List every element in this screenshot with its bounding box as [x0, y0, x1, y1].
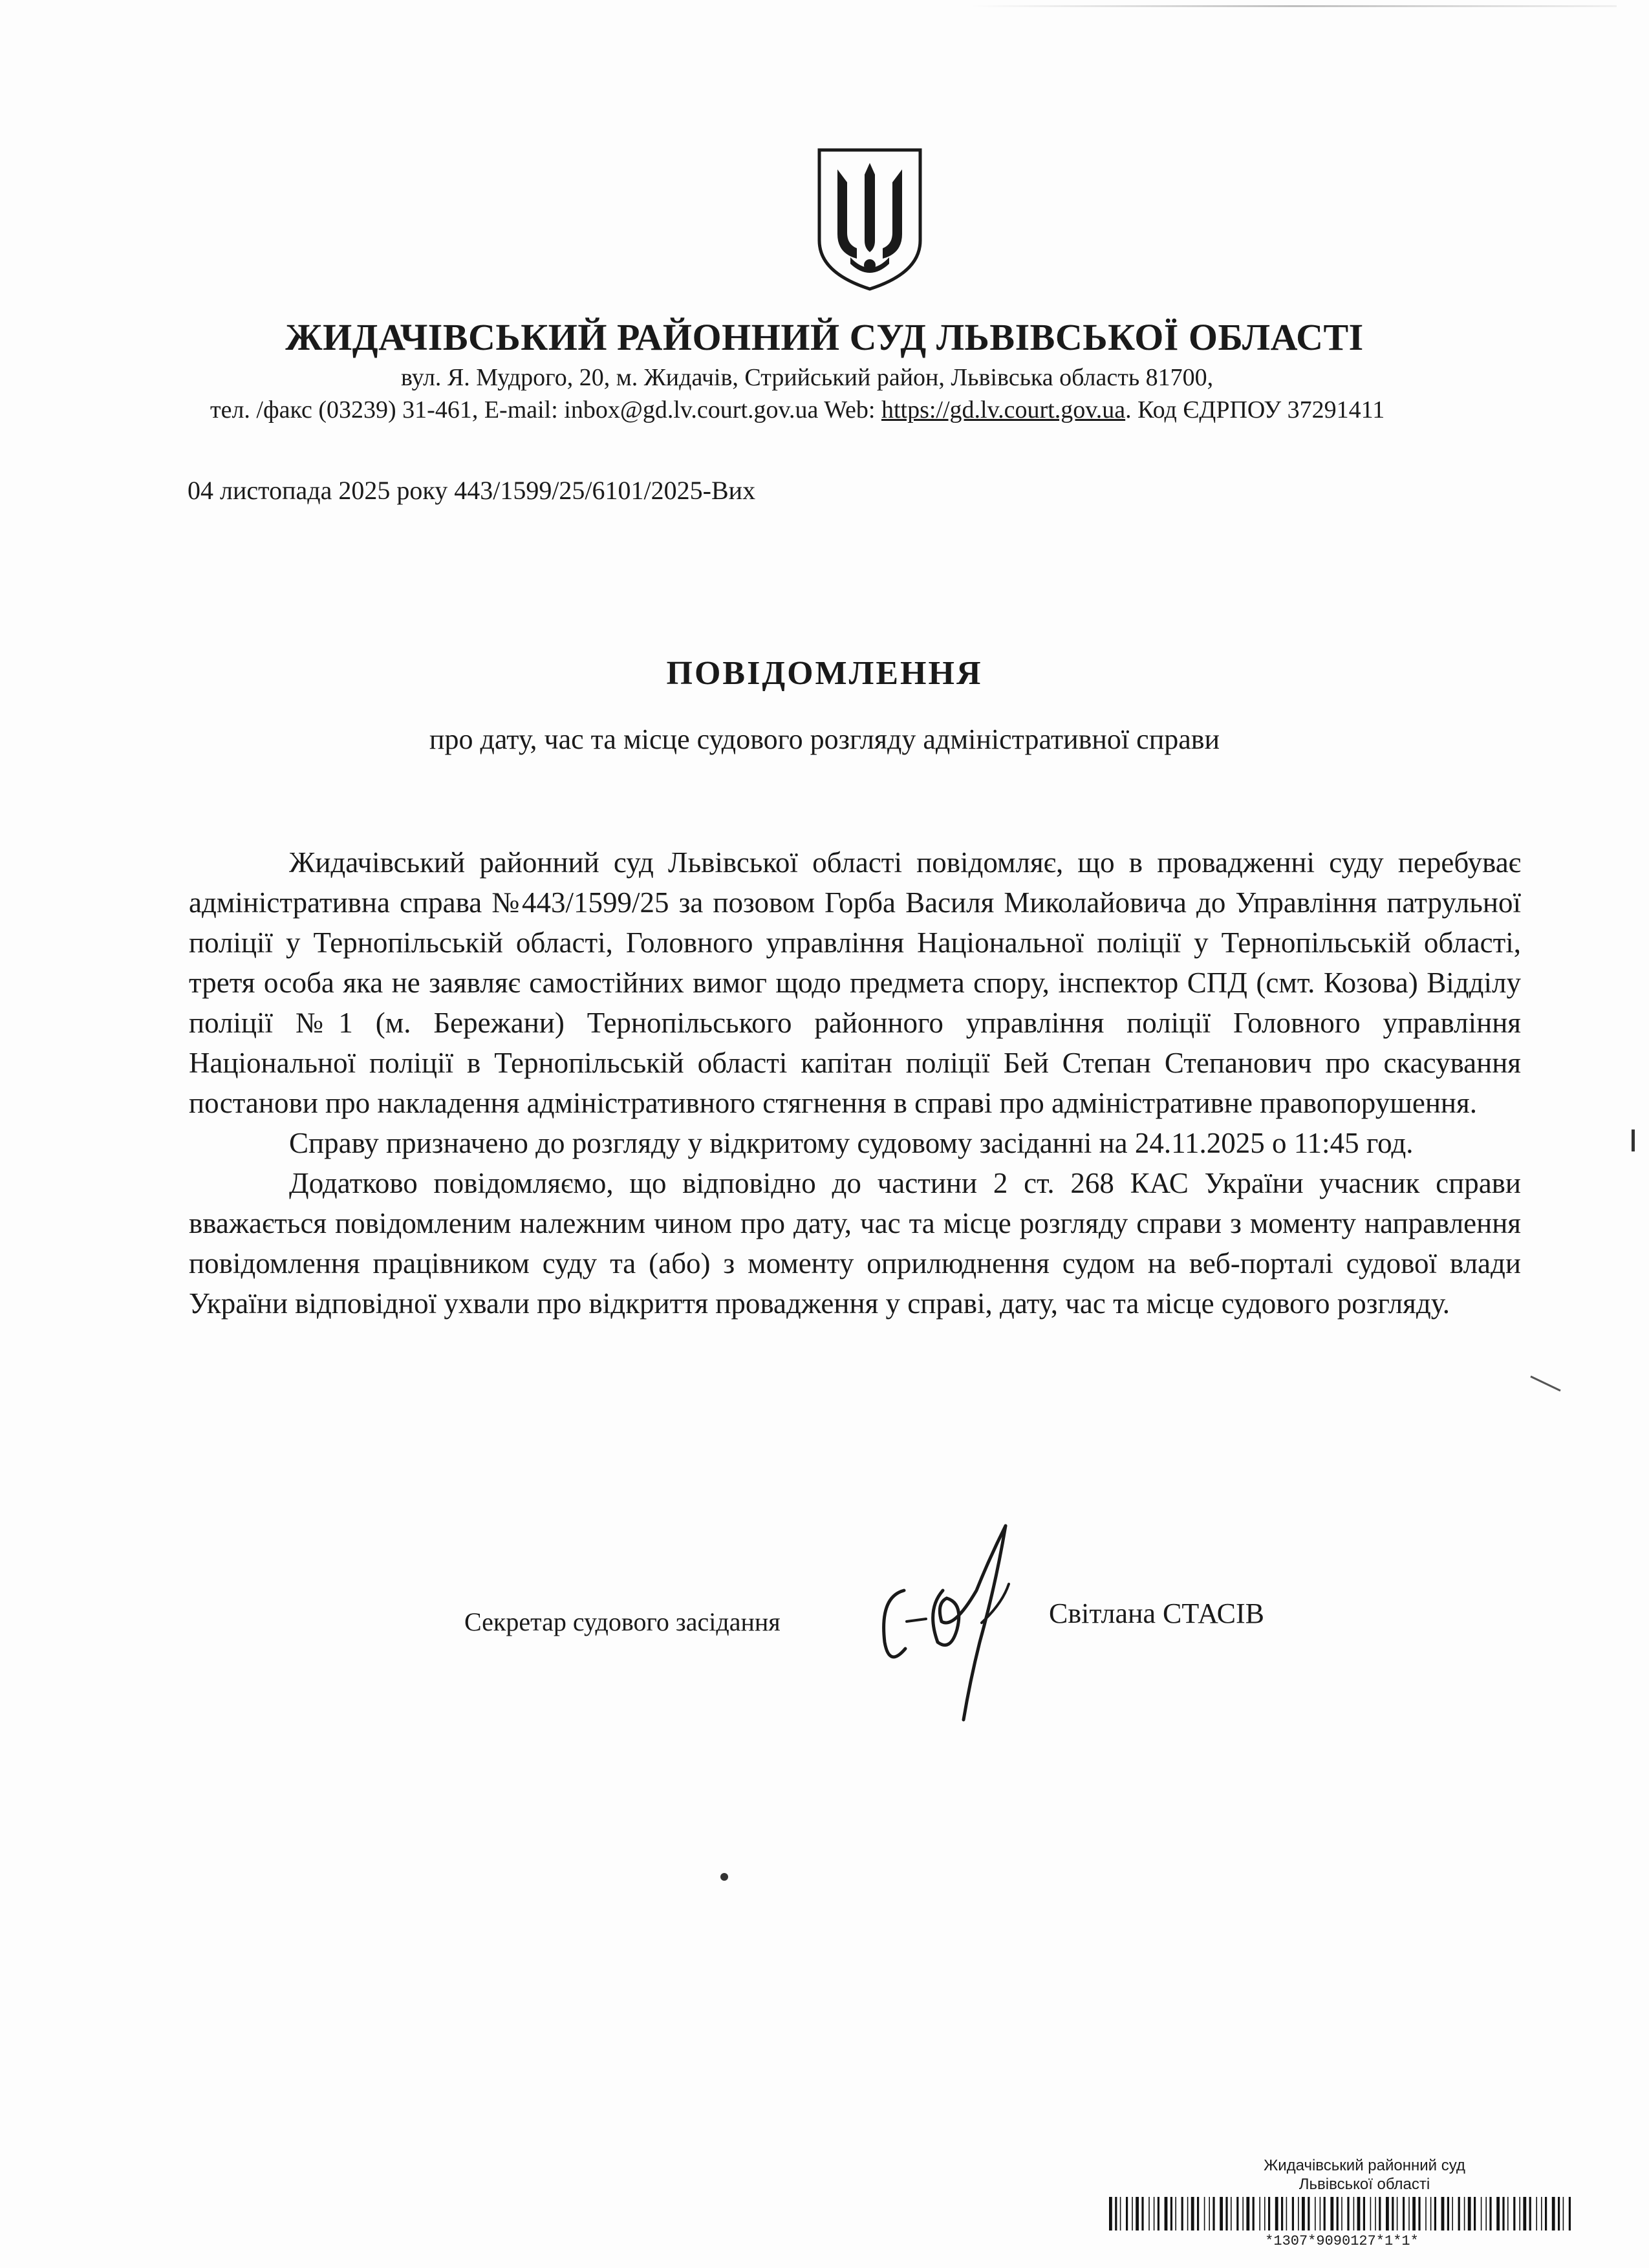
- barcode-bar: [1441, 2197, 1445, 2231]
- barcode-bar: [1412, 2197, 1416, 2231]
- barcode-bar: [1181, 2197, 1183, 2231]
- barcode-bar: [1253, 2197, 1255, 2231]
- court-address: вул. Я. Мудрого, 20, м. Жидачів, Стрийський район, Львівська область 81700,: [401, 364, 1214, 391]
- barcode-bar: [1292, 2197, 1294, 2231]
- barcode-bar: [1315, 2197, 1316, 2231]
- barcode-bar: [1536, 2197, 1537, 2231]
- barcode-bar: [1353, 2197, 1355, 2231]
- barcode-bar: [1109, 2197, 1112, 2231]
- barcode-bar: [1126, 2197, 1128, 2231]
- barcode-bar: [1236, 2197, 1238, 2231]
- barcode-bar: [1330, 2197, 1333, 2231]
- barcode-bar: [1513, 2197, 1515, 2231]
- barcode-bar: [1386, 2197, 1389, 2231]
- barcode-bar: [1507, 2197, 1509, 2231]
- barcode-bar: [1187, 2197, 1189, 2231]
- barcode-bar: [1496, 2197, 1500, 2231]
- barcode-bar: [1175, 2197, 1176, 2231]
- barcode-bar: [1430, 2197, 1432, 2231]
- barcode-bar: [1375, 2197, 1376, 2231]
- barcode-bar: [1408, 2197, 1410, 2231]
- barcode-bar: [1320, 2197, 1321, 2231]
- barcode-bar: [1324, 2197, 1326, 2231]
- barcode-bar: [1204, 2197, 1205, 2231]
- barcode-bar: [1403, 2197, 1405, 2231]
- barcode-bar: [1489, 2197, 1491, 2231]
- barcode-bar: [1141, 2197, 1143, 2231]
- barcode-bar: [1115, 2197, 1117, 2231]
- barcode-bar: [1264, 2197, 1266, 2231]
- barcode-bar: [1154, 2197, 1155, 2231]
- barcode-bar: [1308, 2197, 1310, 2231]
- barcode-bar: [1468, 2197, 1471, 2231]
- signatory-name: Світлана СТАСІВ: [1049, 1598, 1265, 1629]
- barcode-bar: [1464, 2197, 1465, 2231]
- barcode-bar: [1397, 2197, 1398, 2231]
- barcode-bar: [1302, 2197, 1305, 2231]
- barcode-bar: [1434, 2197, 1436, 2231]
- barcode-bar: [1242, 2197, 1244, 2231]
- coat-of-arms-icon: [812, 144, 928, 292]
- barcode-bar: [1502, 2197, 1504, 2231]
- barcode-bar: [1259, 2197, 1260, 2231]
- barcode-bar: [1447, 2197, 1449, 2231]
- barcode-bar: [1357, 2197, 1361, 2231]
- barcode-bar: [1209, 2197, 1210, 2231]
- barcode-bar: [1197, 2197, 1199, 2231]
- outgoing-number: 04 листопада 2025 року 443/1599/25/6101/2025-Вих: [188, 476, 756, 505]
- document-subtitle: про дату, час та місце судового розгляду адміністративної справи: [429, 723, 1220, 755]
- body-paragraph: Справу призначено до розгляду у відкритому судовому засіданні на 24.11.2025 о 11:45 год.: [289, 1127, 1414, 1159]
- barcode-bar: [1158, 2197, 1159, 2231]
- barcode-bar: [1379, 2197, 1381, 2231]
- registry-stamp: [1196, 2156, 1533, 2194]
- barcode-bar: [1552, 2197, 1555, 2231]
- barcode-bar: [1452, 2197, 1453, 2231]
- barcode-bar: [1225, 2197, 1227, 2231]
- barcode-bar: [1545, 2197, 1547, 2231]
- barcode-bar: [1425, 2197, 1427, 2231]
- barcode-bar: [1170, 2197, 1172, 2231]
- scan-speck: [1529, 1374, 1562, 1393]
- barcode-bar: [1558, 2197, 1560, 2231]
- barcode-bar: [1519, 2197, 1520, 2231]
- body-paragraph: Жидачівський районний суд Львівської області повідомляє, що в провадженні суду перебуває адміністративна справа №443/1599/25 за позовом Горба Василя Миколайовича до Управління патрульної поліції у Тернопільській області, Головного управління Національної поліції у Тернопільській області, третя особа яка не заявляє самостійних вимог щодо предмета спору, інспектор СПД (смт. Козова) Відділу поліції №1 (м. Бережани) Тернопільського районного управління поліції Головного управління Національної поліції в Тернопільській області капітан поліції Бей Степан Степанович про скасування постанови про накладення адміністративного стягнення в справі про адміністративне правопорушення.: [189, 846, 1521, 1119]
- barcode-bar: [1286, 2197, 1288, 2231]
- barcode-bar: [1136, 2197, 1139, 2231]
- barcode-bar: [1474, 2197, 1476, 2231]
- barcode-bar: [1523, 2197, 1526, 2231]
- handwritten-signature: [867, 1513, 1048, 1733]
- barcode-bar: [1298, 2197, 1299, 2231]
- barcode-bar: [1246, 2197, 1249, 2231]
- barcode-bar: [1212, 2197, 1214, 2231]
- barcode-bar: [1275, 2197, 1278, 2231]
- barcode-bar: [1347, 2197, 1349, 2231]
- barcode-bar: [1363, 2197, 1365, 2231]
- barcode-bar: [1529, 2197, 1531, 2231]
- document-body: [189, 842, 1521, 1323]
- scan-speck: [717, 1870, 732, 1884]
- barcode-bar: [1481, 2197, 1482, 2231]
- barcode-bar: [1392, 2197, 1394, 2231]
- barcode-bar: [1341, 2197, 1342, 2231]
- barcode-bar: [1485, 2197, 1487, 2231]
- stamp-court-line: Жидачівський районний суд: [1264, 2157, 1465, 2174]
- barcode-bar: [1231, 2197, 1232, 2231]
- barcode-bar: [1569, 2197, 1571, 2231]
- barcode-bar: [1337, 2197, 1339, 2231]
- barcode: [1109, 2197, 1575, 2231]
- barcode-bar: [1541, 2197, 1542, 2231]
- body-paragraph: Додатково повідомляємо, що відповідно до частини 2 ст. 268 КАС України учасник справи вважається повідомленим належним чином про дату, час та місце розгляду справи з моменту направлення повідомлення працівником суду та (або) з моменту оприлюднення судом на веб-порталі судової влади України відповідної ухвали про відкриття провадження у справі, дату, час та місце судового розгляду.: [189, 1167, 1521, 1320]
- court-name: ЖИДАЧІВСЬКИЙ РАЙОННИЙ СУД ЛЬВІВСЬКОЇ ОБЛАСТІ: [285, 316, 1364, 358]
- barcode-bar: [1191, 2197, 1194, 2231]
- barcode-number: *1307*9090127*1*1*: [1265, 2233, 1419, 2249]
- court-contacts: [210, 396, 1385, 424]
- barcode-bar: [1220, 2197, 1223, 2231]
- barcode-bar: [1563, 2197, 1564, 2231]
- scan-edge: [970, 5, 1617, 7]
- barcode-bar: [1281, 2197, 1283, 2231]
- contacts-text: тел. /факс (03239) 31-461, E-mail: inbox@gd.lv.court.gov.ua Web:: [210, 396, 881, 423]
- document-title: ПОВІДОМЛЕННЯ: [666, 655, 983, 692]
- barcode-bar: [1418, 2197, 1420, 2231]
- barcode-bar: [1165, 2197, 1168, 2231]
- signatory-role: Секретар судового засідання: [464, 1607, 781, 1636]
- edrpou-code: . Код ЄДРПОУ 37291411: [1125, 396, 1385, 423]
- scan-speck: [1630, 1128, 1637, 1154]
- barcode-bar: [1458, 2197, 1460, 2231]
- barcode-bar: [1370, 2197, 1372, 2231]
- stamp-region-line: Львівської області: [1299, 2176, 1430, 2193]
- court-web-link[interactable]: https://gd.lv.court.gov.ua: [881, 396, 1126, 423]
- barcode-bar: [1148, 2197, 1150, 2231]
- barcode-bar: [1268, 2197, 1270, 2231]
- barcode-bar: [1132, 2197, 1133, 2231]
- barcode-bar: [1120, 2197, 1121, 2231]
